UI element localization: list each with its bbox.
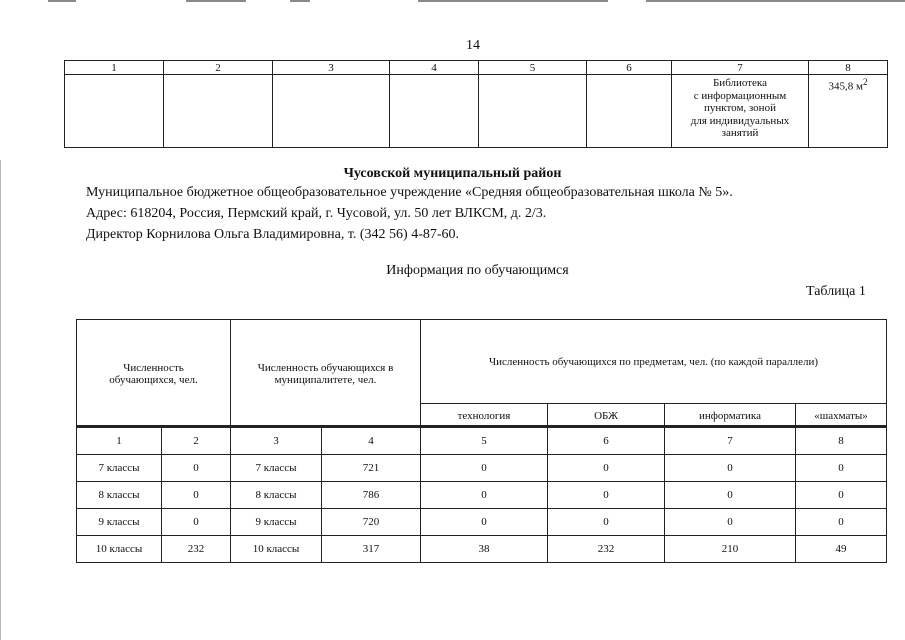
table-cell: 7 классы bbox=[77, 455, 162, 482]
district-heading: Чусовской муниципальный район bbox=[343, 166, 562, 181]
table-cell: 0 bbox=[162, 455, 231, 482]
table-cell: 0 bbox=[162, 482, 231, 509]
table-cell: 0 bbox=[796, 482, 887, 509]
column-number: 1 bbox=[77, 428, 162, 455]
header-divider bbox=[76, 425, 886, 427]
table-cell: 0 bbox=[548, 482, 665, 509]
table-cell: 8 классы bbox=[231, 482, 322, 509]
page-margin-rule bbox=[0, 160, 1, 640]
table-cell: 0 bbox=[665, 509, 796, 536]
table-cell bbox=[273, 75, 390, 148]
column-number-row bbox=[65, 61, 888, 75]
table-cell bbox=[587, 75, 672, 148]
table-cell: 721 bbox=[322, 455, 421, 482]
room-name-line: с информационным bbox=[693, 89, 787, 102]
table-cell: 0 bbox=[796, 455, 887, 482]
table-cell bbox=[390, 75, 479, 148]
table-cell: 0 bbox=[421, 509, 548, 536]
room-name-line: пунктом, зоной bbox=[704, 102, 776, 114]
column-number: 5 bbox=[479, 61, 587, 75]
room-area-value: 345,8 м bbox=[828, 80, 863, 93]
column-number-row bbox=[77, 428, 887, 455]
school-director: Директор Корнилова Ольга Владимировна, т. (342 56) 4-87-60. bbox=[86, 227, 460, 242]
table-row bbox=[65, 75, 888, 148]
column-number: 7 bbox=[672, 61, 809, 75]
table-row bbox=[77, 536, 887, 563]
column-number: 3 bbox=[231, 428, 322, 455]
column-number: 7 bbox=[665, 428, 796, 455]
school-address: Адрес: 618204, Россия, Пермский край, г. Чусовой, ул. 50 лет ВЛКСМ, д. 2/3. bbox=[86, 206, 547, 221]
table-cell: 720 bbox=[322, 509, 421, 536]
column-number: 2 bbox=[164, 61, 273, 75]
table-cell bbox=[65, 75, 164, 148]
room-name-line: Библиотека bbox=[712, 77, 767, 89]
table-cell: 0 bbox=[665, 455, 796, 482]
page-number: 14 bbox=[466, 38, 480, 53]
table-cell: 10 классы bbox=[77, 536, 162, 563]
table-cell: 10 классы bbox=[231, 536, 322, 563]
subject-header: технология bbox=[421, 404, 548, 428]
column-number: 4 bbox=[322, 428, 421, 455]
table-cell: 0 bbox=[665, 482, 796, 509]
table-cell: 232 bbox=[548, 536, 665, 563]
table-cell: 317 bbox=[322, 536, 421, 563]
room-name-cell bbox=[672, 75, 809, 148]
subject-header: ОБЖ bbox=[548, 404, 665, 428]
subject-header: «шахматы» bbox=[796, 404, 887, 428]
table-cell: 210 bbox=[665, 536, 796, 563]
table-cell: 38 bbox=[421, 536, 548, 563]
column-number: 6 bbox=[587, 61, 672, 75]
room-area-cell bbox=[809, 75, 888, 148]
column-number: 1 bbox=[65, 61, 164, 75]
table-cell bbox=[479, 75, 587, 148]
scan-edge-line bbox=[290, 0, 310, 2]
table-cell: 9 классы bbox=[231, 509, 322, 536]
column-number: 6 bbox=[548, 428, 665, 455]
table-row bbox=[77, 509, 887, 536]
column-number: 3 bbox=[273, 61, 390, 75]
header-row bbox=[77, 320, 887, 404]
table-cell bbox=[164, 75, 273, 148]
table-caption: Таблица 1 bbox=[806, 284, 866, 299]
room-name-line: занятий bbox=[721, 127, 759, 139]
column-number: 8 bbox=[809, 61, 888, 75]
scan-edge-line bbox=[418, 0, 608, 2]
scan-edge-line bbox=[646, 0, 905, 2]
room-area-unit-exponent: 2 bbox=[862, 77, 868, 87]
table-cell: 7 классы bbox=[231, 455, 322, 482]
table-cell: 0 bbox=[421, 482, 548, 509]
table-cell: 0 bbox=[548, 509, 665, 536]
column-number: 4 bbox=[390, 61, 479, 75]
column-number: 2 bbox=[162, 428, 231, 455]
table-cell: 0 bbox=[162, 509, 231, 536]
header-students: Численность обучающихся, чел. bbox=[77, 320, 231, 428]
scan-edge-line bbox=[186, 0, 246, 2]
table-cell: 9 классы bbox=[77, 509, 162, 536]
table-cell: 0 bbox=[421, 455, 548, 482]
scan-edge-line bbox=[48, 0, 76, 2]
header-subjects: Численность обучающихся по предметам, чел. (по каждой параллели) bbox=[421, 320, 887, 404]
header-municipality: Численность обучающихся в муниципалитете, чел. bbox=[231, 320, 421, 428]
table-cell: 0 bbox=[796, 509, 887, 536]
table-cell: 232 bbox=[162, 536, 231, 563]
column-number: 5 bbox=[421, 428, 548, 455]
table-row bbox=[77, 455, 887, 482]
table-row bbox=[77, 482, 887, 509]
continued-table bbox=[64, 60, 888, 148]
students-table bbox=[76, 319, 887, 563]
school-name: Муниципальное бюджетное общеобразовательное учреждение «Средняя общеобразовательная школа № 5». bbox=[86, 185, 733, 200]
table-cell: 8 классы bbox=[77, 482, 162, 509]
section-title: Информация по обучающимся bbox=[386, 263, 569, 278]
column-number: 8 bbox=[796, 428, 887, 455]
table-cell: 786 bbox=[322, 482, 421, 509]
subject-header: информатика bbox=[665, 404, 796, 428]
table-cell: 0 bbox=[548, 455, 665, 482]
room-name-line: для индивидуальных bbox=[690, 114, 790, 127]
table-cell: 49 bbox=[796, 536, 887, 563]
